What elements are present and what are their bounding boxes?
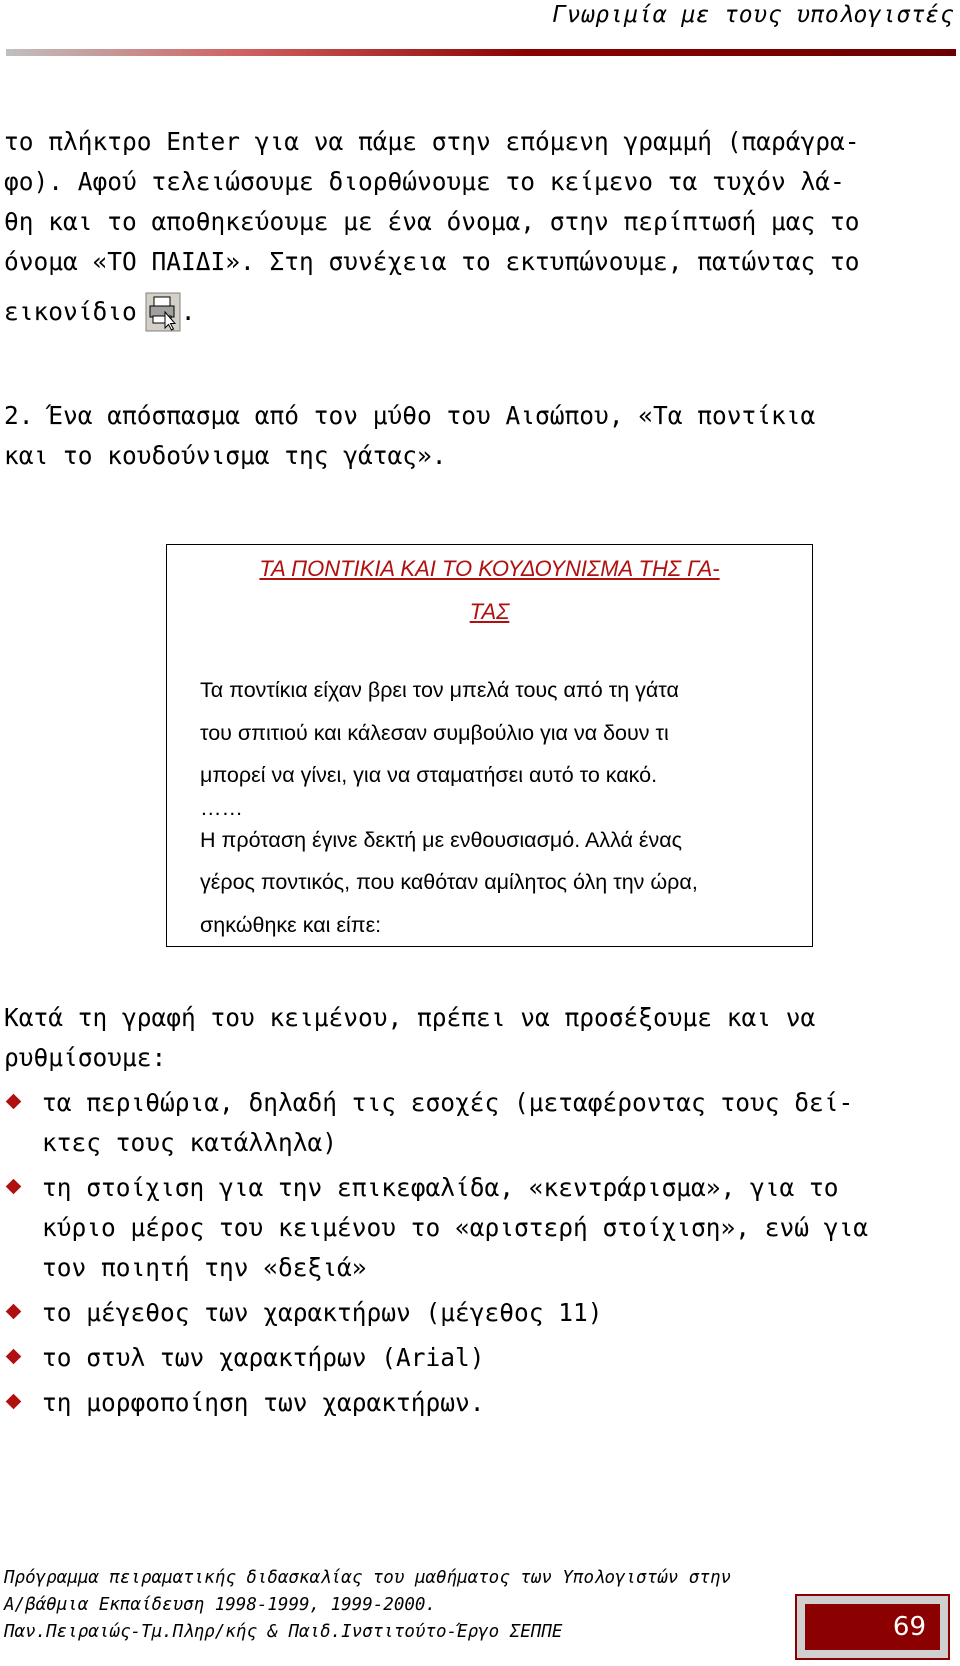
list-item — [4, 1293, 956, 1333]
fable-excerpt-box — [166, 544, 813, 947]
intro-paragraph — [4, 122, 956, 332]
fable-line: Η πρόταση έγινε δεκτή με ενθουσιασμό. Αλλά ένας — [200, 827, 683, 852]
list-item — [4, 1168, 956, 1288]
list-item-line: το μέγεθος των χαρακτήρων (μέγεθος 11) — [42, 1298, 603, 1327]
list-item-line: τον ποιητή την «δεξιά» — [42, 1253, 367, 1282]
page-number: 69 — [805, 1604, 940, 1650]
list-item-line: το στυλ των χαρακτήρων (Arial) — [42, 1343, 485, 1372]
intro-icon-line-text: εικονίδιο — [4, 297, 137, 326]
list-item-line: κύριο μέρος του κειμένου το «αριστερή στοίχιση», ενώ για — [42, 1213, 869, 1242]
list-item-line: τα περιθώρια, δηλαδή τις εσοχές (μεταφέροντας τους δεί- — [42, 1088, 854, 1117]
diamond-bullet-icon — [6, 1394, 22, 1410]
page-number-box — [795, 1594, 950, 1660]
footer-line: Α/βάθμια Εκπαίδευση 1998-1999, 1999-2000. — [4, 1595, 436, 1615]
fable-line: Τα ποντίκια είχαν βρει τον μπελά τους από τη γάτα — [200, 678, 679, 702]
fable-title-line: ΤΑ ΠΟΝΤΙΚΙΑ ΚΑΙ ΤΟ ΚΟΥΔΟΥΝΙΣΜΑ ΤΗΣ ΓΑ- — [259, 556, 720, 581]
list-item-line: τη στοίχιση για την επικεφαλίδα, «κεντράρισμα», για το — [42, 1173, 839, 1202]
fable-title — [167, 547, 812, 633]
list-item — [4, 1338, 956, 1378]
instructions-line: Κατά τη γραφή του κειμένου, πρέπει να προσέξουμε και να — [4, 1003, 816, 1032]
list-item — [4, 1083, 956, 1163]
intro-icon-line-end: . — [180, 297, 196, 326]
intro-line: θη και το αποθηκεύουμε με ένα όνομα, στην περίπτωσή μας το — [4, 207, 860, 236]
print-cursor-icon — [145, 292, 181, 332]
diamond-bullet-icon — [6, 1349, 22, 1365]
instructions-paragraph — [4, 998, 956, 1078]
diamond-bullet-icon — [6, 1304, 22, 1320]
fable-title-line: ΤΑΣ — [469, 599, 510, 624]
item-2-line: και το κουδούνισμα της γάτας». — [4, 441, 447, 470]
intro-line: φο). Αφού τελειώσουμε διορθώνουμε το κείμενο τα τυχόν λά- — [4, 167, 845, 196]
footer-line: Παν.Πειραιώς-Τμ.Πληρ/κής & Παιδ.Ινστιτούτο-Έργο ΣΕΠΠΕ — [4, 1622, 563, 1642]
fable-ellipsis: …… — [200, 795, 243, 820]
list-item — [4, 1383, 956, 1423]
fable-line: σηκώθηκε και είπε: — [200, 912, 382, 937]
footer-line: Πρόγραμμα πειραματικής διδασκαλίας του μαθήματος των Υπολογιστών στην — [4, 1568, 731, 1588]
list-item-line: τη μορφοποίηση των χαρακτήρων. — [42, 1388, 485, 1417]
item-2-paragraph — [4, 396, 956, 476]
diamond-bullet-icon — [6, 1179, 22, 1195]
header-rule — [6, 49, 956, 56]
fable-body — [200, 669, 800, 946]
instructions-line: ρυθμίσουμε: — [4, 1043, 167, 1072]
intro-line: το πλήκτρο Enter για να πάμε στην επόμενη γραμμή (παράγρα- — [4, 127, 860, 156]
page-footer — [4, 1565, 784, 1646]
fable-line: γέρος ποντικός, που καθόταν αμίλητος όλη την ώρα, — [200, 870, 698, 894]
fable-line: του σπιτιού και κάλεσαν συμβούλιο για να δουν τι — [200, 720, 669, 745]
intro-icon-line — [4, 292, 956, 332]
intro-line: όνομα «ΤΟ ΠΑΙΔΙ». Στη συνέχεια το εκτυπώνουμε, πατώντας το — [4, 247, 860, 276]
fable-line: μπορεί να γίνει, για να σταματήσει αυτό το κακό. — [200, 763, 658, 787]
diamond-bullet-icon — [6, 1094, 22, 1110]
item-2-line: 2. Ένα απόσπασμα από τον μύθο του Αισώπου, «Τα ποντίκια — [4, 401, 816, 430]
page-header-title: Γνωριμία με τους υπολογιστές — [552, 2, 954, 28]
list-item-line: κτες τους κατάλληλα) — [42, 1128, 338, 1157]
settings-bullet-list — [4, 1083, 956, 1428]
